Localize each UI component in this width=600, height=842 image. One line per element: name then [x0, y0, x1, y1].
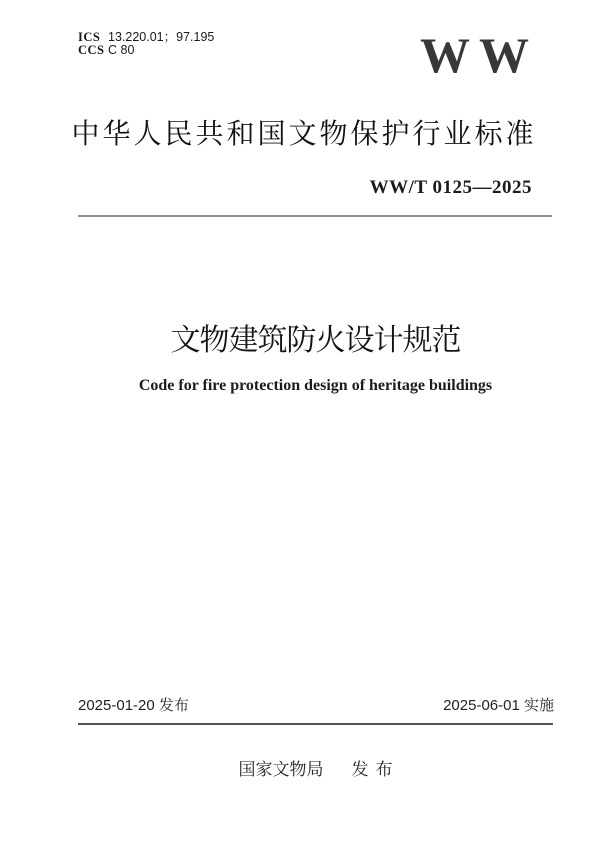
ccs-label: CCS — [78, 43, 105, 57]
publisher-row — [78, 759, 553, 781]
document-title-chinese: 文物建筑防火设计规范 — [170, 324, 461, 357]
standard-system-heading: 中华人民共和国文物保护行业标准 — [71, 118, 537, 149]
ics-label: ICS — [78, 30, 101, 44]
dates-row — [78, 697, 554, 715]
standard-number: WW/T 0125—2025 — [369, 177, 532, 198]
issue-date: 2025-01-20 发布 — [78, 697, 189, 714]
document-title-english: Code for fire protection design of heritage buildings — [138, 377, 493, 394]
publish-action-label: 发布 — [351, 760, 400, 779]
ccs-code-row — [78, 44, 214, 57]
footer-divider-rule — [78, 723, 553, 725]
ics-value: 13.220.01；97.195 — [108, 30, 215, 44]
ww-standard-logo: WW — [420, 27, 538, 83]
publisher-name: 国家文物局 — [238, 760, 324, 779]
implementation-date: 2025-06-01 实施 — [443, 697, 554, 714]
header-divider-rule — [78, 215, 552, 217]
ccs-value: C 80 — [108, 43, 135, 57]
classification-codes — [78, 31, 214, 57]
